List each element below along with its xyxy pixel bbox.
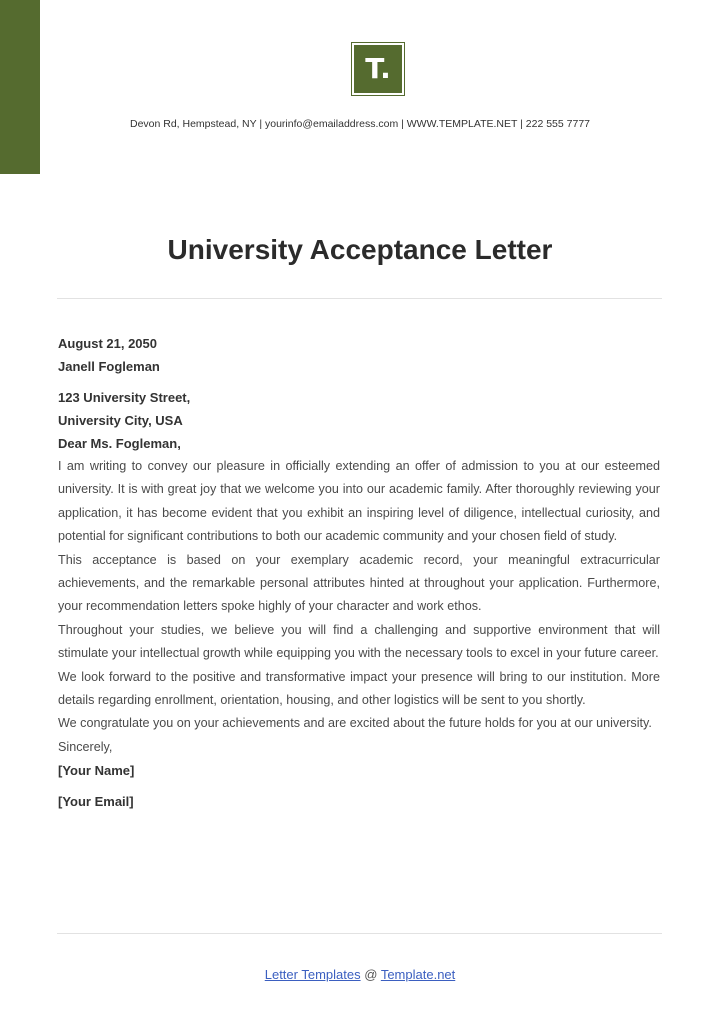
- paragraph-3: Throughout your studies, we believe you will find a challenging and supportive environment that will stimulate your intellectual growth while equipping you with the necessary tools to excel in your future career.: [58, 622, 660, 661]
- paragraph-2: This acceptance is based on your exemplary academic record, your meaningful extracurricular achievements, and the remarkable personal attributes hinted at throughout your application. Furthermore, your recommendation letters spoke highly of your character and work ethos.: [58, 552, 660, 614]
- letter-body: [58, 332, 660, 813]
- footer: [0, 967, 720, 982]
- closing: Sincerely,: [58, 739, 113, 754]
- letter-date: August 21, 2050: [58, 336, 157, 351]
- template-net-link[interactable]: Template.net: [380, 967, 456, 982]
- address-line-2: University City, USA: [58, 413, 183, 428]
- address-line-1: 123 University Street,: [58, 390, 191, 405]
- paragraph-5: We congratulate you on your achievements and are excited about the future holds for you at our university.: [58, 716, 652, 731]
- template-logo-icon: [352, 43, 404, 95]
- logo-letter: T.: [365, 52, 391, 85]
- contact-line: Devon Rd, Hempstead, NY | yourinfo@emailaddress.com | WWW.TEMPLATE.NET | 222 555 7777: [129, 118, 591, 130]
- paragraph-4: We look forward to the positive and transformative impact your presence will bring to our institution. More details regarding enrollment, orientation, housing, and other logistics will be sent to you shortly.: [58, 669, 660, 708]
- salutation: Dear Ms. Fogleman,: [58, 436, 181, 451]
- accent-side-bar: [0, 0, 40, 174]
- bottom-divider: [57, 933, 662, 934]
- signature-email: [Your Email]: [58, 794, 134, 810]
- top-divider: [57, 298, 662, 299]
- recipient-name: Janell Fogleman: [58, 359, 160, 374]
- footer-separator: @: [364, 967, 378, 982]
- paragraph-1: I am writing to convey our pleasure in officially extending an offer of admission to you at our esteemed university. It is with great joy that we welcome you into our academic family. After thoroughly reviewing your application, it has become evident that you exhibit an inspiring level of diligence, intellectual curiosity, and potential for significant contributions to both our academic community and your chosen field of study.: [58, 459, 660, 544]
- signature-name: [Your Name]: [58, 763, 135, 779]
- letter-templates-link[interactable]: Letter Templates: [264, 967, 361, 982]
- page-title: University Acceptance Letter: [167, 234, 553, 265]
